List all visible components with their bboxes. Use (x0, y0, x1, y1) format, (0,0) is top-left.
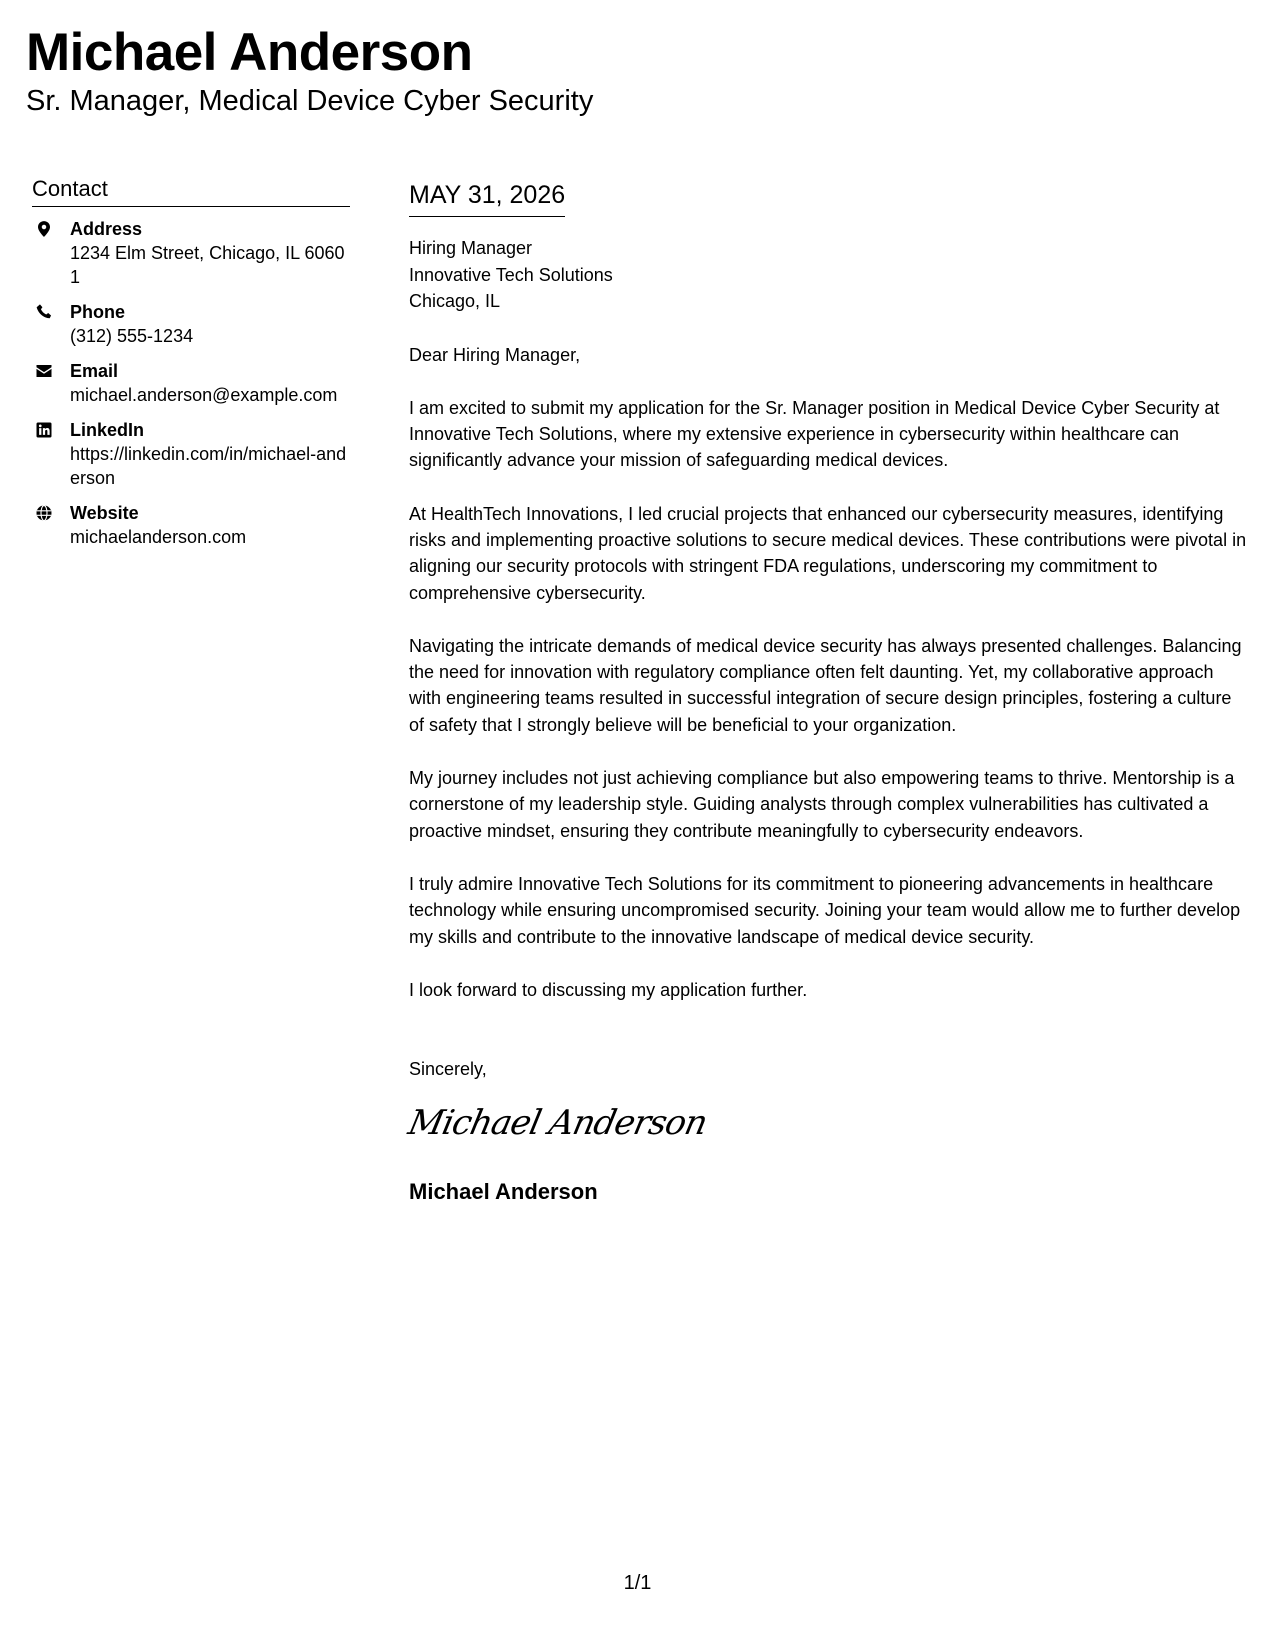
contact-item-address (32, 217, 350, 289)
candidate-title: Sr. Manager, Medical Device Cyber Security (26, 85, 594, 117)
contact-item-email (32, 359, 350, 407)
page-number: 1/1 (623, 1572, 652, 1594)
contact-item-phone (32, 300, 350, 348)
contact-label: Phone (70, 302, 126, 322)
phone-icon (32, 300, 70, 348)
signature-image (404, 1103, 711, 1160)
candidate-name: Michael Anderson (26, 23, 473, 82)
letter-paragraph: Navigating the intricate demands of medical device security has always presented challenges. Balancing the need for innovation with regulatory compliance often felt daunting. Yet, my collaborative approach with engineering teams resulted in successful integration of secure design principles, fostering a culture of safety that I strongly believe will be beneficial to your organization. (409, 635, 1242, 735)
contact-label: Email (70, 361, 119, 381)
contact-label: Address (70, 219, 143, 239)
email-value: michael.anderson@example.com (70, 385, 338, 405)
contact-label: Website (70, 503, 139, 523)
letter-paragraph: My journey includes not just achieving compliance but also empowering teams to thrive. Mentorship is a cornerstone of my leadership style. Guiding analysts through complex vulnerabilities has cultivated a proactive mindset, ensuring they contribute meaningfully to cybersecurity endeavors. (409, 768, 1235, 841)
signer-name: Michael Anderson (409, 1179, 598, 1205)
recipient-line: Innovative Tech Solutions (409, 264, 613, 285)
envelope-icon (32, 359, 70, 407)
header (26, 22, 593, 118)
address-value: 1234 Elm Street, Chicago, IL 60601 (70, 243, 345, 287)
recipient-line: Hiring Manager (409, 238, 533, 258)
globe-icon (32, 501, 70, 549)
letter-body (404, 178, 1249, 1206)
letter-paragraph: I look forward to discussing my application further. (409, 979, 808, 1000)
contact-heading: Contact (32, 176, 350, 207)
letter-paragraph: I am excited to submit my application for the Sr. Manager position in Medical Device Cyber Security at Innovative Tech Solutions, where my extensive experience in cybersecurity within healthcare can significantly advance your mission of safeguarding medical devices. (409, 397, 1220, 471)
contact-label: LinkedIn (70, 420, 145, 440)
recipient-line: Chicago, IL (409, 291, 501, 311)
signature-script: Michael Anderson (404, 1103, 711, 1144)
letter-paragraph: I truly admire Innovative Tech Solutions for its commitment to pioneering advancements in healthcare technology while ensuring uncompromised security. Joining your team would allow me to further develop my skills and contribute to the innovative landscape of medical device security. (409, 873, 1241, 947)
contact-item-website (32, 501, 350, 549)
map-pin-icon (32, 217, 70, 289)
phone-value: (312) 555-1234 (70, 326, 194, 346)
contact-item-linkedin (32, 418, 350, 490)
linkedin-value[interactable]: https://linkedin.com/in/michael-anderson (70, 444, 347, 488)
letter-date: MAY 31, 2026 (409, 178, 565, 217)
linkedin-icon (32, 418, 70, 490)
website-value[interactable]: michaelanderson.com (70, 527, 247, 547)
recipient-block (409, 235, 1249, 315)
closing: Sincerely, (409, 1059, 487, 1080)
salutation: Dear Hiring Manager, (409, 344, 581, 365)
contact-sidebar (32, 176, 350, 560)
letter-paragraph: At HealthTech Innovations, I led crucial projects that enhanced our cybersecurity measures, identifying risks and implementing proactive solutions to secure medical devices. These contributions were pivotal in aligning our security protocols with stringent FDA regulations, underscoring my commitment to comprehensive cybersecurity. (409, 503, 1247, 603)
